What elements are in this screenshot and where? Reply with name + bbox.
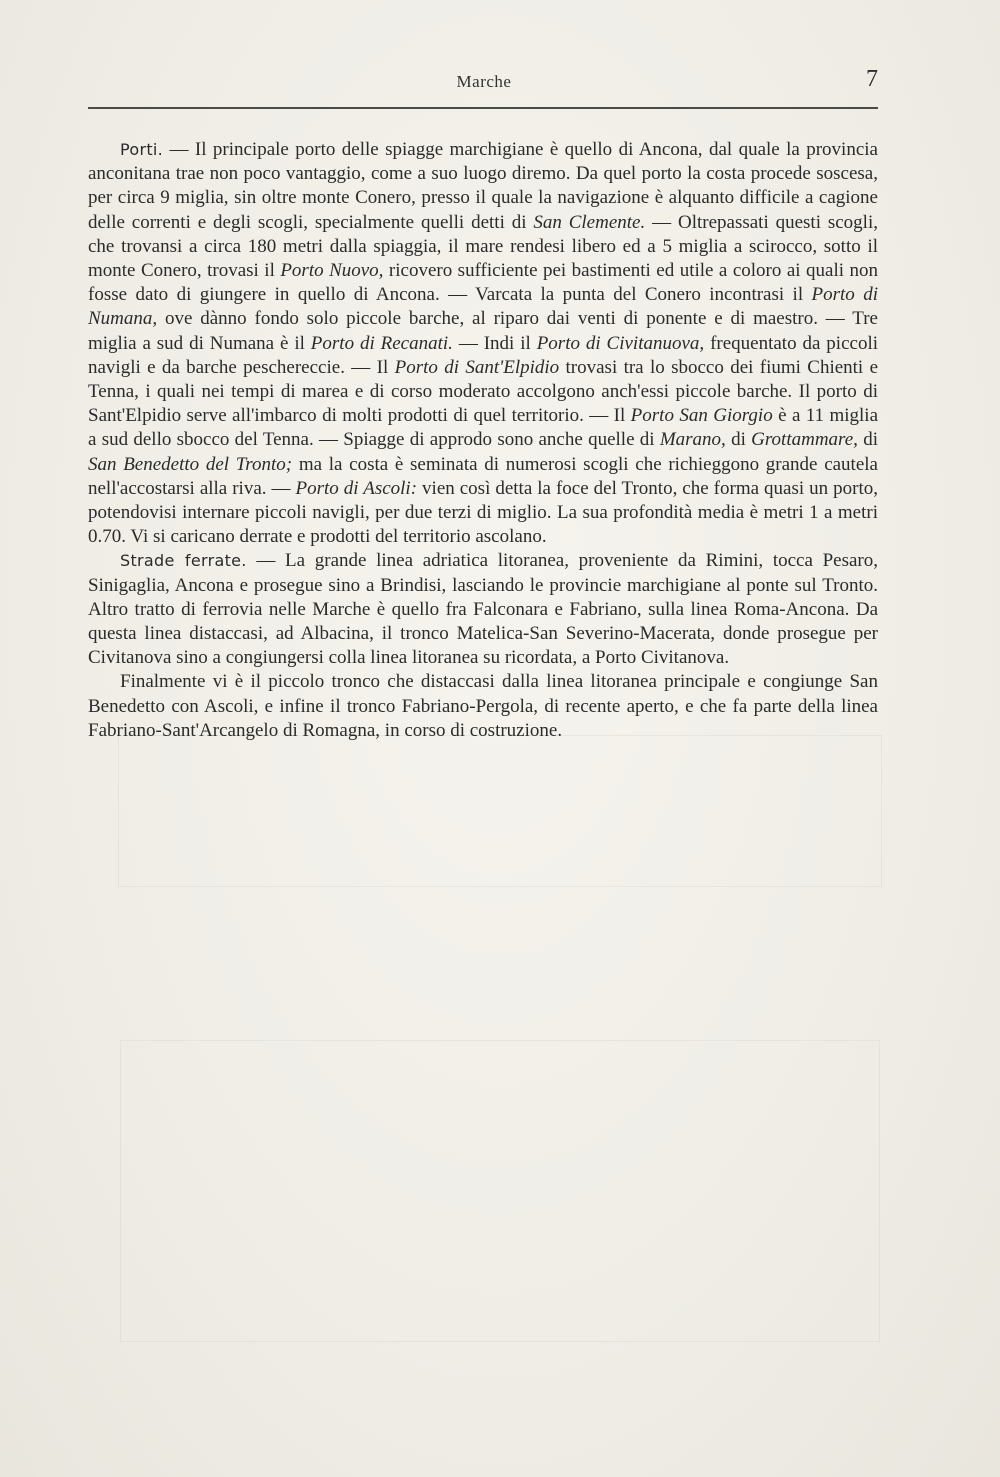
section-heading-strade-ferrate: Strade ferrate. xyxy=(120,551,247,571)
text-run: trovasi tra lo sbocco dei fiumi Chienti e Tenna, i quali nei tempi di marea e di corso moderato accolgono anch'essi piccole barche. Il porto di Sant'Elpidio serve all'imbarco di molti prodotti di quel territorio. — Il xyxy=(88,356,878,427)
text-run: ricovero sufficiente pei bastimenti ed utile a coloro ai quali non fosse dato di giungere in quello di Ancona. — Varcata la punta del Conero incontrasi il xyxy=(88,260,878,306)
paragraph-porti xyxy=(88,138,878,549)
place-name-italic: Marano, xyxy=(659,429,726,451)
section-heading-porti: Porti. xyxy=(120,140,164,159)
text-run: — Indi il xyxy=(452,332,537,354)
text-run: è a 11 miglia a sud dello sbocco del Tenna. — Spiagge di approdo sono anche quelle di xyxy=(88,405,879,451)
text-run: di xyxy=(725,429,752,451)
text-run: — Oltrepassati questi scogli, che trovansi a circa 180 metri dalla spiaggia, il mare rendesi libero ed a 5 miglia a scirocco, sotto il monte Conero, trovasi il xyxy=(88,211,878,282)
bleed-through-frame-lower xyxy=(120,1040,880,1342)
place-name-italic: Porto di Ascoli: xyxy=(295,477,418,499)
place-name-italic: Grottammare, xyxy=(751,429,858,451)
paragraph-strade-body: — La grande linea adriatica litoranea, proveniente da Rimini, tocca Pesaro, Sinigaglia, Ancona e prosegue sino a Brindisi, lasciando le provincie marchigiane al ponte sul Tronto. Altro tratto di ferrovia nelle Marche è quello fra Falconara e Fabriano, sulla linea Roma-Ancona. Da questa linea distaccasi, ad Albacina, il tronco Matelica-San Severino-Macerata, donde prosegue per Civitanova sino a congiungersi colla linea litoranea su ricordata, a Porto Civitanova. xyxy=(88,550,878,669)
place-name-italic: Porto di Recanati. xyxy=(310,332,453,354)
running-header xyxy=(88,66,880,96)
place-name-italic: Porto di Numana, xyxy=(88,284,878,330)
text-run: frequentato da piccoli navigli e da barche peschereccie. — Il xyxy=(88,332,879,378)
text-run: vien così detta la foce del Tronto, che forma quasi un porto, potendovisi internare piccoli navigli, per due terzi di miglio. La sua profondità media è metri 1 a metri 0.70. Vi si caricano derrate e prodotti del territorio ascolano. xyxy=(88,477,878,548)
text-run: ma la costa è seminata di numerosi scogli che richieggono grande cautela nell'accostarsi alla riva. — xyxy=(88,453,878,499)
paragraph-strade-ferrate xyxy=(88,549,878,670)
place-name-italic: Porto San Giorgio xyxy=(630,405,773,427)
place-name-italic: San Benedetto del Tronto; xyxy=(88,453,293,475)
page-number: 7 xyxy=(866,66,878,92)
place-name-italic: Porto di Sant'Elpidio xyxy=(394,356,560,378)
place-name-italic: Porto Nuovo, xyxy=(280,260,384,282)
place-name-italic: San Clemente. xyxy=(533,211,646,233)
text-run: — Il principale porto delle spiagge marchigiane è quello di Ancona, dal quale la provincia anconitana trae non poco vantaggio, come a suo luogo diremo. Da quel porto la costa procede soscesa, per circa 9 miglia, sin oltre monte Conero, presso il quale la navigazione è alquanto difficile a cagione delle correnti e degli scogli, specialmente quelli detti di xyxy=(88,139,878,233)
body-text xyxy=(88,138,878,743)
bleed-through-frame xyxy=(118,735,882,887)
running-title: Marche xyxy=(456,72,512,91)
place-name-italic: Porto di Civitanuova, xyxy=(536,332,705,354)
text-run: ove dànno fondo solo piccole barche, al riparo dai venti di ponente e di maestro. — Tre miglia a sud di Numana è il xyxy=(88,308,878,354)
paragraph-finalmente: Finalmente vi è il piccolo tronco che distaccasi dalla linea litoranea principale e congiunge San Benedetto con Ascoli, e infine il tronco Fabriano-Pergola, di recente aperto, e che fa parte della linea Fabriano-Sant'Arcangelo di Romagna, in corso di costruzione. xyxy=(88,671,878,741)
paragraph-porti-body xyxy=(88,139,878,547)
text-run: di xyxy=(857,429,878,451)
header-rule xyxy=(88,107,878,109)
